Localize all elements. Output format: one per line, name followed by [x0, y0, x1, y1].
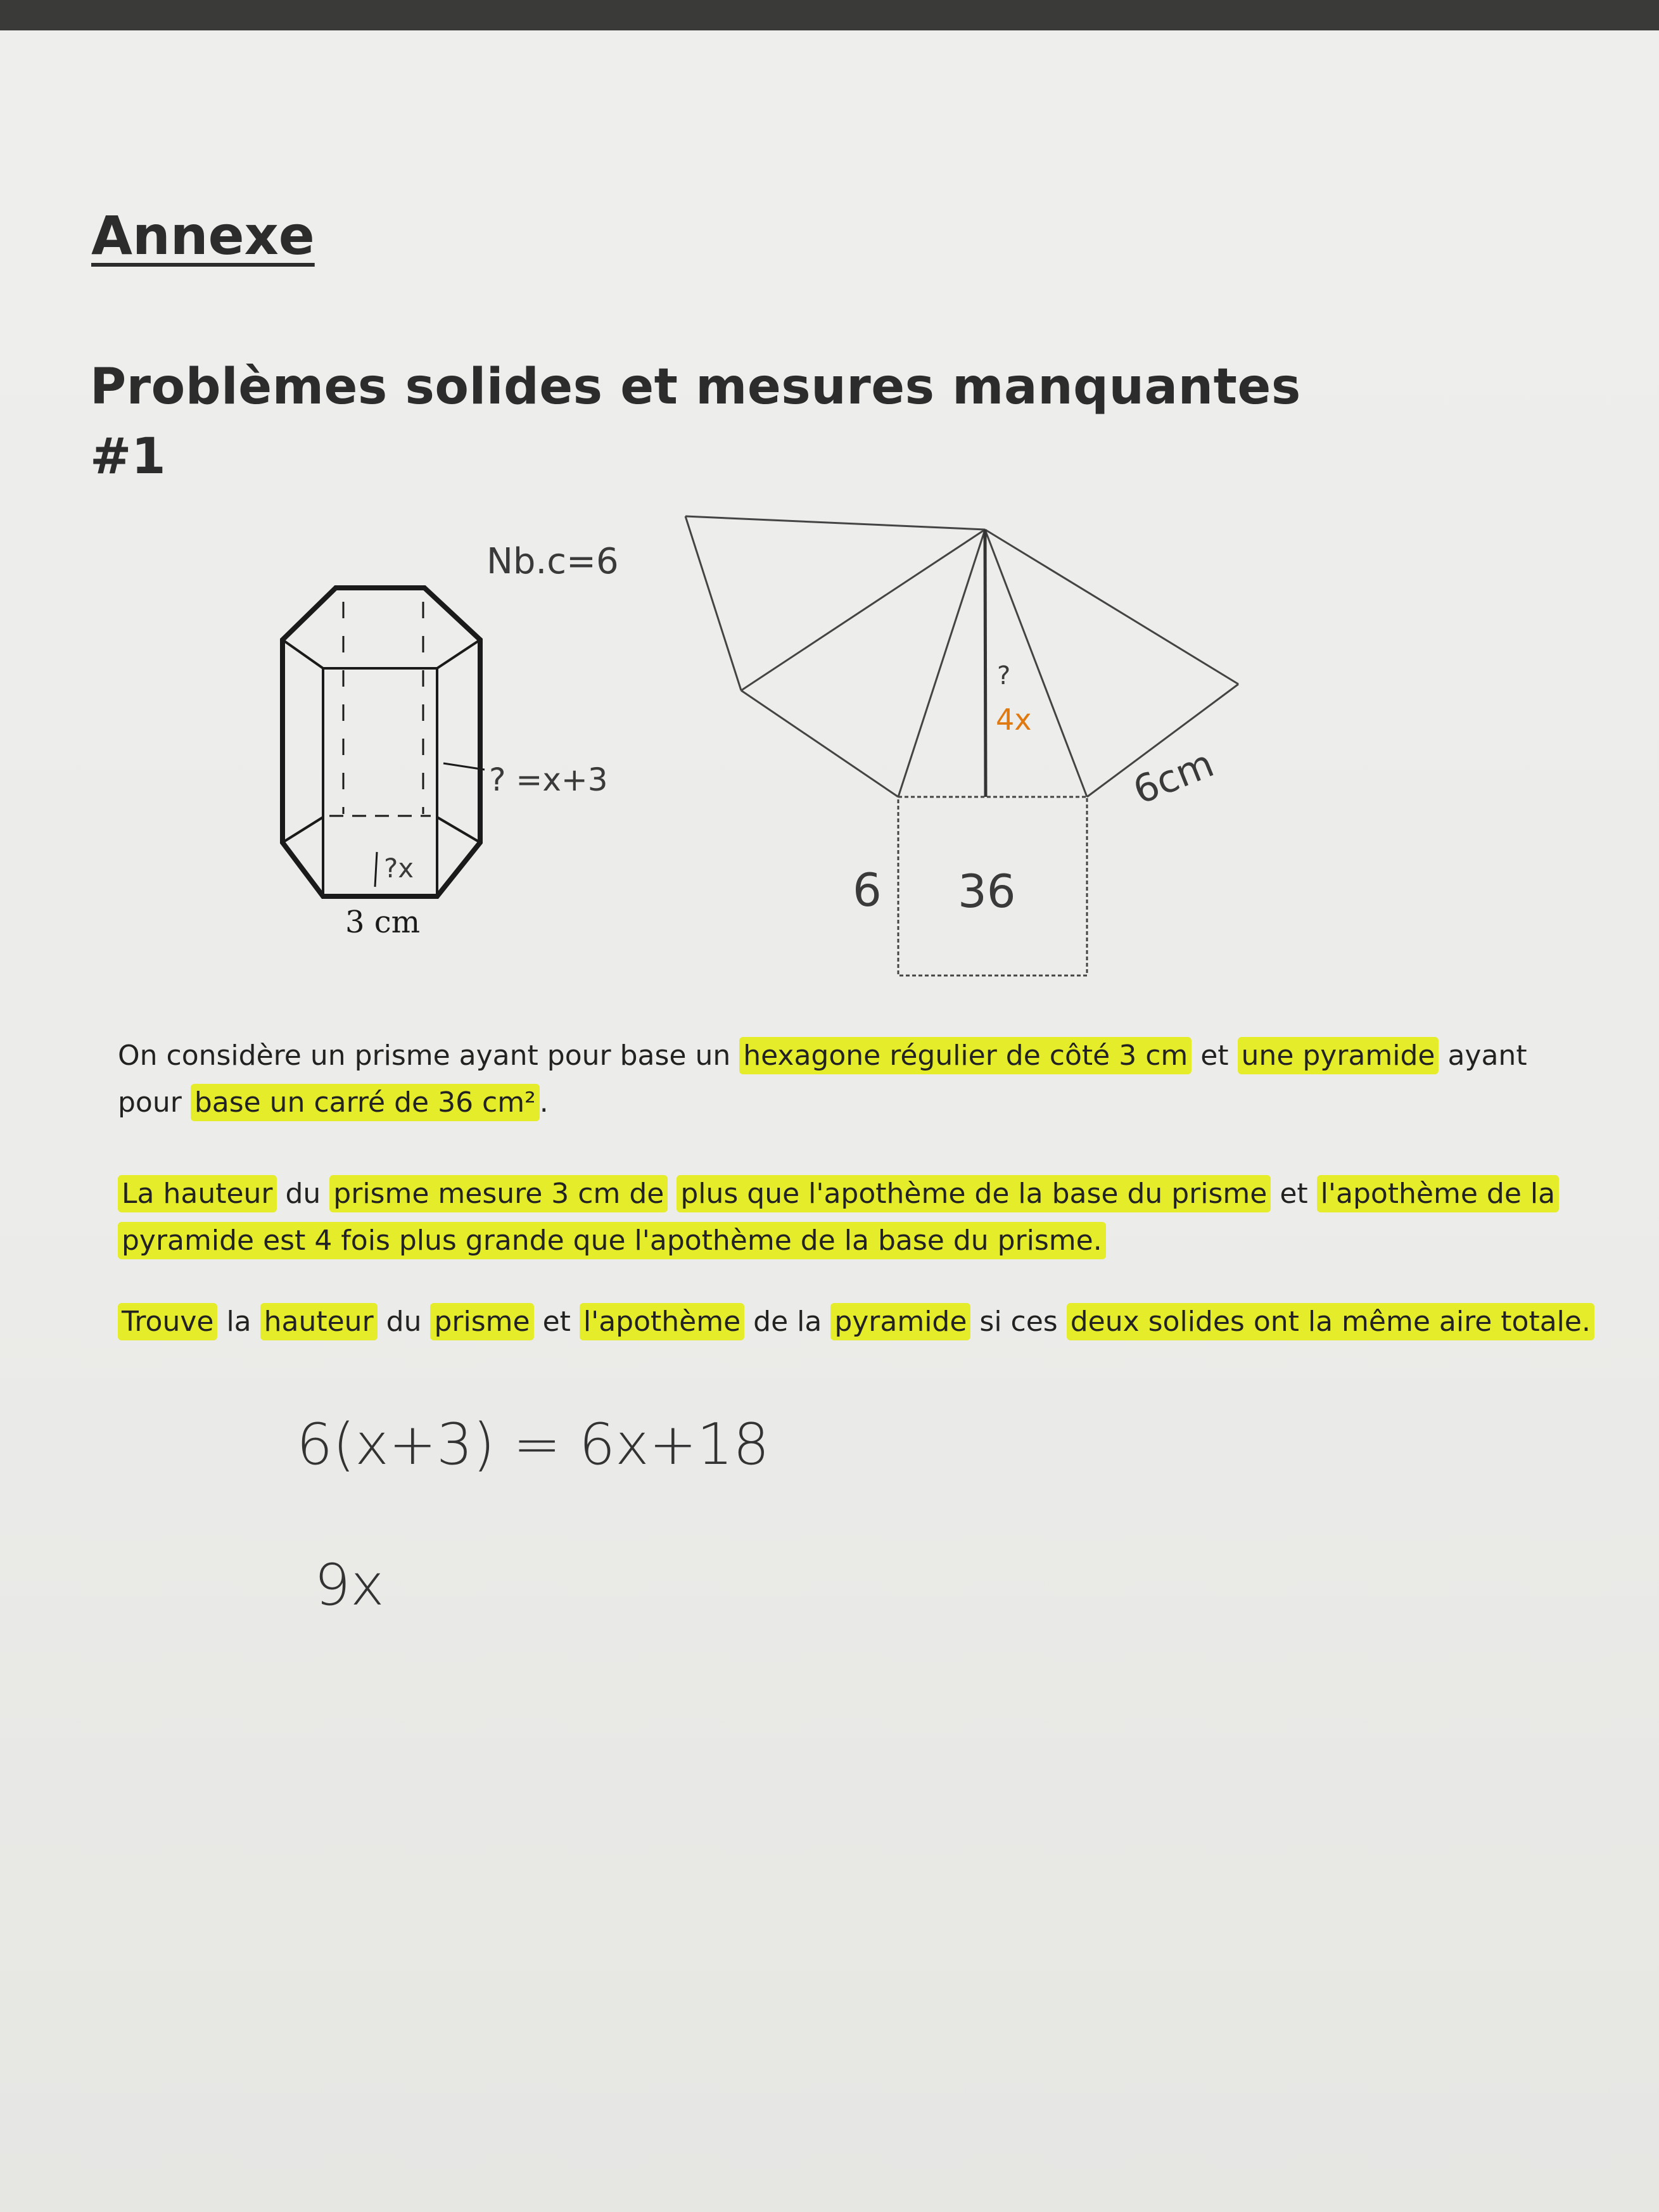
pyramid-apothem-value: 4x	[996, 702, 1032, 737]
paragraph-text: .	[539, 1086, 549, 1119]
problem-number: #1	[90, 428, 166, 485]
annexe-heading: Annexe	[91, 205, 315, 267]
highlighted-text: pyramide est 4 fois plus grande que l'apothème de la base du prisme.	[118, 1222, 1106, 1259]
handwritten-work-line-2: 9x	[314, 1552, 385, 1618]
highlighted-text: prisme	[430, 1303, 533, 1340]
pyramid-side-label: 6cm	[1127, 741, 1220, 813]
paragraph-text: et	[1192, 1039, 1238, 1072]
hexagonal-prism-drawing	[283, 588, 485, 896]
pyramid-apothem-question: ?	[997, 661, 1011, 690]
handwritten-work-line-1: 6(x+3) = 6x+18	[296, 1411, 770, 1478]
highlighted-text: La hauteur	[118, 1175, 277, 1212]
highlighted-text: une pyramide	[1238, 1037, 1439, 1074]
highlighted-text: l'apothème de la	[1317, 1175, 1559, 1212]
height-note: ? =x+3	[489, 761, 608, 798]
paragraph-text: pour	[118, 1086, 191, 1119]
highlighted-text: prisme mesure 3 cm de	[329, 1175, 668, 1212]
paragraph-text: ayant	[1439, 1039, 1527, 1072]
highlighted-text: hauteur	[260, 1303, 378, 1340]
paragraph-text: de la	[744, 1306, 831, 1338]
page-title: Problèmes solides et mesures manquantes	[90, 359, 1301, 416]
paragraph-text	[668, 1178, 677, 1210]
highlighted-text: l'apothème	[580, 1303, 744, 1340]
paragraph-text: si ces	[970, 1306, 1067, 1338]
paragraph-text: et	[533, 1306, 580, 1338]
paragraph-text: du	[276, 1178, 330, 1210]
paragraph-condition	[118, 1171, 1625, 1264]
paragraph-text: On considère un prisme ayant pour base un	[118, 1039, 740, 1072]
highlighted-text: base un carré de 36 cm²	[191, 1084, 540, 1121]
paragraph-text: la	[217, 1306, 260, 1338]
highlighted-text: pyramide	[830, 1303, 970, 1340]
highlighted-text: deux solides ont la même aire totale.	[1067, 1303, 1594, 1340]
highlighted-text: Trouve	[118, 1303, 217, 1340]
paragraph-task	[118, 1299, 1625, 1345]
paragraph-statement	[118, 1033, 1625, 1126]
square-area-label: 36	[958, 865, 1016, 918]
prism-base-label: 3 cm	[345, 905, 421, 940]
square-side-label: 6	[853, 863, 882, 917]
paragraph-text: et	[1271, 1178, 1317, 1210]
prism-apothem-note: ?x	[384, 853, 414, 884]
paragraph-text: du	[377, 1306, 431, 1338]
faces-note: Nb.c=6	[486, 541, 619, 582]
highlighted-text: hexagone régulier de côté 3 cm	[739, 1037, 1192, 1074]
highlighted-text: plus que l'apothème de la base du prisme	[677, 1175, 1271, 1212]
